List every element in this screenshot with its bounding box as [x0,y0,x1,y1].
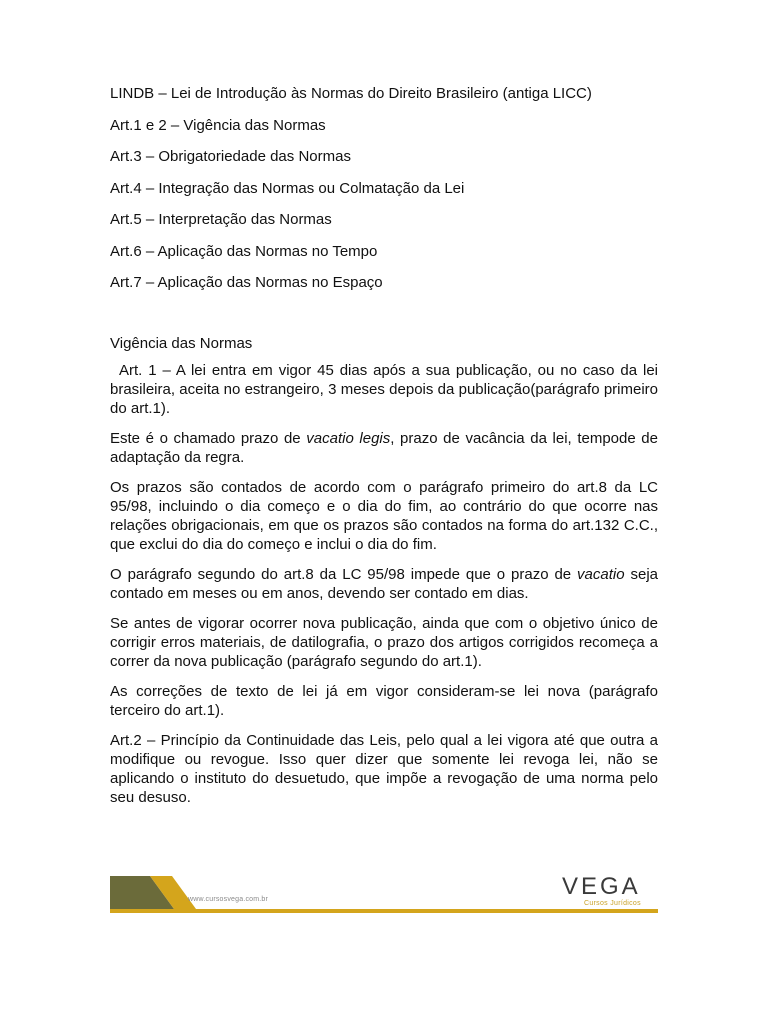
paragraph-vacatio-legis [110,429,658,467]
emphasis-term: vacatio [577,566,625,583]
toc-item: Art.4 – Integração das Normas ou Colmatação da Lei [110,179,465,197]
paragraph-correcoes: As correções de texto de lei já em vigor consideram-se lei nova (parágrafo terceiro do art.1). [110,683,658,719]
paragraph-prazos: Os prazos são contados de acordo com o parágrafo primeiro do art.8 da LC 95/98, incluindo o dia começo e o dia do fim, ao contrário do que ocorre nas relações obrigacionais, em que os prazos são contados na forma do art.132 C.C., que exclui do dia do começo e inclui o dia do fim. [110,479,658,553]
paragraph-art2: Art.2 – Princípio da Continuidade das Leis, pelo qual a lei vigora até que outra a modifique ou revogue. Isso quer dizer que somente lei revoga lei, não se aplicando o instituto do desuetudo, que impõe a revogação de uma norma pelo seu desuso. [110,732,658,806]
paragraph-paragrafo-segundo [110,565,658,603]
toc-item: Art.3 – Obrigatoriedade das Normas [110,148,351,165]
paragraph-text: seja contado em meses ou em anos, devendo ser contado em dias. [110,566,658,602]
toc-item: Art.5 – Interpretação das Normas [110,211,332,228]
emphasis-term: vacatio legis [306,430,391,447]
logo-subtitle: Cursos Jurídicos [584,900,641,907]
document-body [110,84,658,818]
toc-item: Art.1 e 2 – Vigência das Normas [110,116,326,134]
paragraph-text: O parágrafo segundo do art.8 da LC 95/98 impede que o prazo de [110,566,578,583]
toc-heading: LINDB – Lei de Introdução às Normas do Direito Brasileiro (antiga LICC) [110,85,592,102]
paragraph-text: Este é o chamado prazo de [110,430,307,447]
footer-url[interactable]: www.cursosvega.com.br [188,896,269,903]
paragraph-nova-publicacao: Se antes de vigorar ocorrer nova publicação, ainda que com o objetivo único de corrigir erros materiais, de datilografia, o prazo dos artigos corrigidos recomeça a correr da nova publicação (parágrafo segundo do art.1). [110,615,658,670]
section-title: Vigência das Normas [110,335,253,352]
toc-item: Art.6 – Aplicação das Normas no Tempo [110,242,378,260]
page-footer [110,873,658,915]
paragraph-text: , prazo de vacância da lei, tempode de adaptação da regra. [110,430,658,466]
toc-item: Art.7 – Aplicação das Normas no Espaço [110,274,383,291]
table-of-contents [110,84,658,292]
paragraph-art1: Art. 1 – A lei entra em vigor 45 dias após a sua publicação, ou no caso da lei brasileira, aceita no estrangeiro, 3 meses depois da publicação(parágrafo primeiro do art.1). [110,362,658,417]
vega-logo [562,875,652,911]
logo-wordmark: VEGA [562,873,641,900]
